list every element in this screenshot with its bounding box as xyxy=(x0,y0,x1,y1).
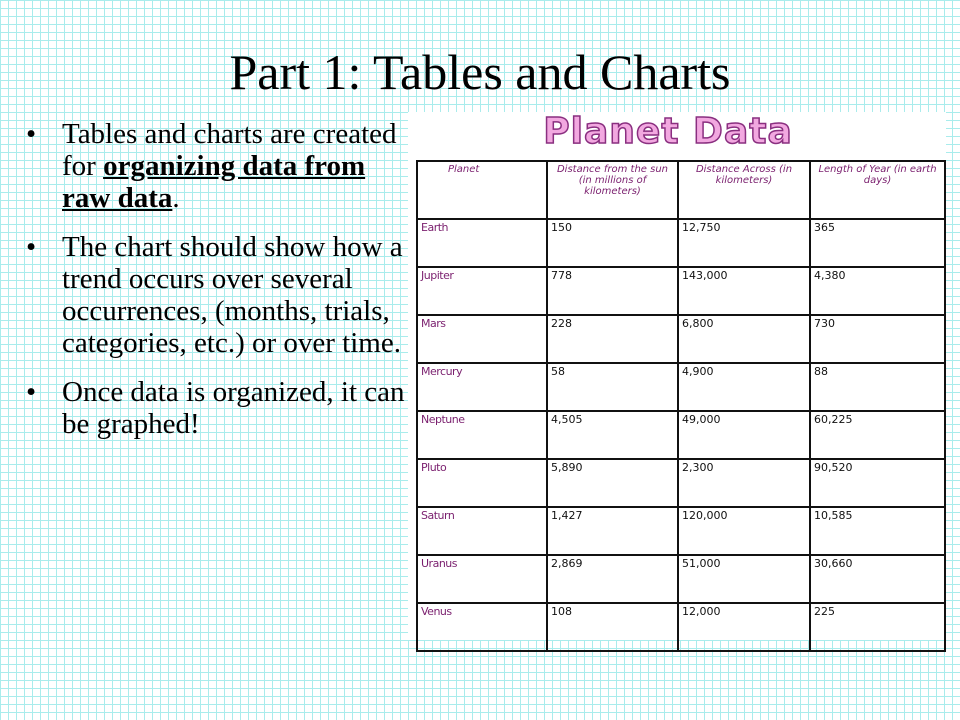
table-row xyxy=(417,603,945,651)
length-of-year-cell: 365 xyxy=(810,219,945,267)
bullet-item xyxy=(22,118,407,214)
planet-data-image xyxy=(408,112,946,640)
distance-across-cell: 12,000 xyxy=(678,603,810,651)
distance-across-cell: 120,000 xyxy=(678,507,810,555)
table-row xyxy=(417,411,945,459)
table-row xyxy=(417,507,945,555)
planet-name-cell: Pluto xyxy=(417,459,547,507)
length-of-year-cell: 88 xyxy=(810,363,945,411)
table-header-row xyxy=(417,161,945,219)
planet-data-table xyxy=(416,160,946,652)
bullet-emphasis: organizing data from raw data xyxy=(62,150,366,214)
table-row xyxy=(417,267,945,315)
distance-from-sun-cell: 228 xyxy=(547,315,678,363)
bullet-item xyxy=(22,231,407,359)
distance-from-sun-cell: 5,890 xyxy=(547,459,678,507)
distance-from-sun-cell: 58 xyxy=(547,363,678,411)
distance-from-sun-cell: 108 xyxy=(547,603,678,651)
table-row xyxy=(417,459,945,507)
planet-name-cell: Earth xyxy=(417,219,547,267)
distance-from-sun-cell: 2,869 xyxy=(547,555,678,603)
bullet-icon: • xyxy=(26,231,37,263)
bullet-text: The chart should show how a trend occurs over several occurrences, (months, trials, categories, etc.) or over time. xyxy=(62,231,403,359)
length-of-year-cell: 225 xyxy=(810,603,945,651)
bullet-text-end: . xyxy=(172,182,180,214)
distance-from-sun-cell: 1,427 xyxy=(547,507,678,555)
column-header: Distance Across (in kilometers) xyxy=(678,161,810,219)
length-of-year-cell: 730 xyxy=(810,315,945,363)
slide-title: Part 1: Tables and Charts xyxy=(229,44,731,100)
distance-across-cell: 49,000 xyxy=(678,411,810,459)
distance-across-cell: 4,900 xyxy=(678,363,810,411)
length-of-year-cell: 4,380 xyxy=(810,267,945,315)
length-of-year-cell: 60,225 xyxy=(810,411,945,459)
distance-across-cell: 51,000 xyxy=(678,555,810,603)
bullet-text: Once data is organized, it can be graphed! xyxy=(62,376,405,440)
distance-across-cell: 12,750 xyxy=(678,219,810,267)
column-header: Planet xyxy=(417,161,547,219)
bullet-list xyxy=(22,118,407,457)
table-row xyxy=(417,315,945,363)
distance-from-sun-cell: 4,505 xyxy=(547,411,678,459)
distance-from-sun-cell: 778 xyxy=(547,267,678,315)
planet-name-cell: Mercury xyxy=(417,363,547,411)
bullet-text: Tables and charts are created for xyxy=(62,118,397,182)
table-row xyxy=(417,219,945,267)
length-of-year-cell: 30,660 xyxy=(810,555,945,603)
length-of-year-cell: 10,585 xyxy=(810,507,945,555)
column-header: Length of Year (in earth days) xyxy=(810,161,945,219)
length-of-year-cell: 90,520 xyxy=(810,459,945,507)
planet-name-cell: Uranus xyxy=(417,555,547,603)
table-row xyxy=(417,363,945,411)
bullet-icon: • xyxy=(26,118,37,150)
table-heading: Planet Data xyxy=(543,111,793,152)
planet-name-cell: Mars xyxy=(417,315,547,363)
planet-name-cell: Venus xyxy=(417,603,547,651)
bullet-item xyxy=(22,376,407,440)
table-row xyxy=(417,555,945,603)
distance-across-cell: 6,800 xyxy=(678,315,810,363)
distance-across-cell: 2,300 xyxy=(678,459,810,507)
planet-name-cell: Neptune xyxy=(417,411,547,459)
planet-name-cell: Jupiter xyxy=(417,267,547,315)
column-header: Distance from the sun (in millions of kilometers) xyxy=(547,161,678,219)
planet-name-cell: Saturn xyxy=(417,507,547,555)
bullet-icon: • xyxy=(26,376,37,408)
distance-from-sun-cell: 150 xyxy=(547,219,678,267)
distance-across-cell: 143,000 xyxy=(678,267,810,315)
